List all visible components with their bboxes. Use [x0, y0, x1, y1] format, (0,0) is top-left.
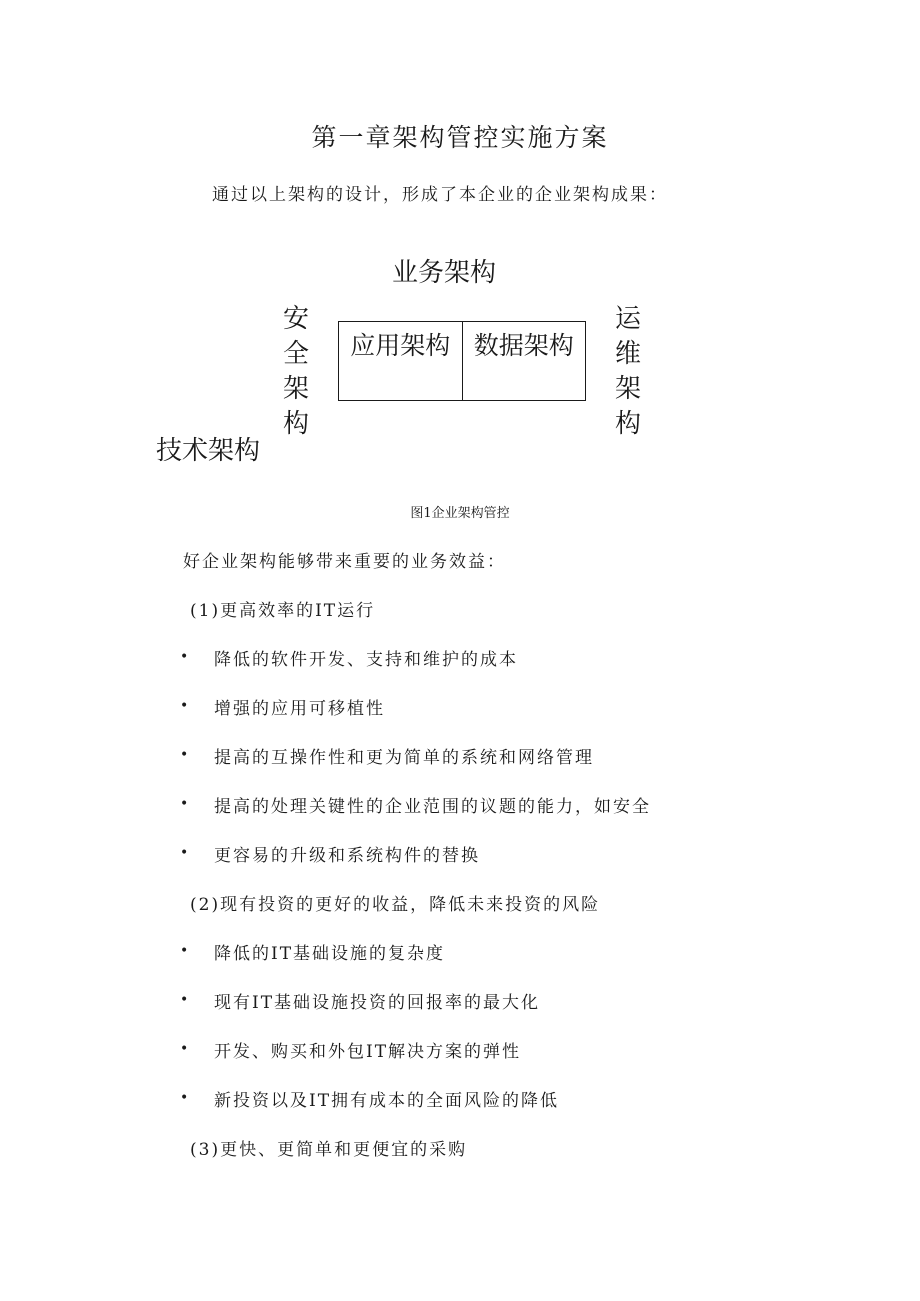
list-item: 提高的互操作性和更为简单的系统和网络管理	[214, 748, 594, 768]
bullet-marker: •	[180, 1041, 189, 1057]
bullet-marker: •	[180, 796, 189, 812]
bullet-marker: •	[180, 698, 189, 714]
architecture-box	[338, 321, 586, 401]
list-item: 现有IT基础设施投资的回报率的最大化	[214, 993, 541, 1013]
bullet-marker: •	[180, 943, 189, 959]
figure-caption: 图1企业架构管控	[410, 506, 510, 521]
section-heading: (3)更快、更简单和更便宜的采购	[190, 1140, 468, 1160]
list-item: 更容易的升级和系统构件的替换	[214, 846, 480, 866]
application-architecture-cell: 应用架构	[350, 331, 451, 360]
operations-architecture-label: 运维架构	[614, 304, 641, 439]
bullet-marker: •	[180, 1090, 189, 1106]
section-heading: (2)现有投资的更好的收益，降低未来投资的风险	[190, 895, 601, 915]
bullet-marker: •	[180, 747, 189, 763]
bullet-marker: •	[180, 992, 189, 1008]
list-item: 降低的软件开发、支持和维护的成本	[214, 650, 518, 670]
technology-architecture-label: 技术架构	[156, 436, 261, 466]
benefits-lead: 好企业架构能够带来重要的业务效益：	[183, 552, 506, 572]
intro-paragraph: 通过以上架构的设计，形成了本企业的企业架构成果：	[212, 185, 668, 205]
bullet-marker: •	[180, 845, 189, 861]
security-architecture-label: 安全架构	[282, 304, 309, 439]
section-heading: (1)更高效率的IT运行	[190, 601, 376, 621]
list-item: 增强的应用可移植性	[214, 699, 385, 719]
list-item: 提高的处理关键性的企业范围的议题的能力，如安全	[214, 797, 651, 817]
chapter-title: 第一章架构管控实施方案	[311, 123, 609, 152]
list-item: 新投资以及IT拥有成本的全面风险的降低	[214, 1091, 560, 1111]
list-item: 降低的IT基础设施的复杂度	[214, 944, 446, 964]
business-architecture-label: 业务架构	[392, 258, 497, 288]
list-item: 开发、购买和外包IT解决方案的弹性	[214, 1042, 522, 1062]
bullet-marker: •	[180, 649, 189, 665]
data-architecture-cell: 数据架构	[462, 322, 586, 400]
